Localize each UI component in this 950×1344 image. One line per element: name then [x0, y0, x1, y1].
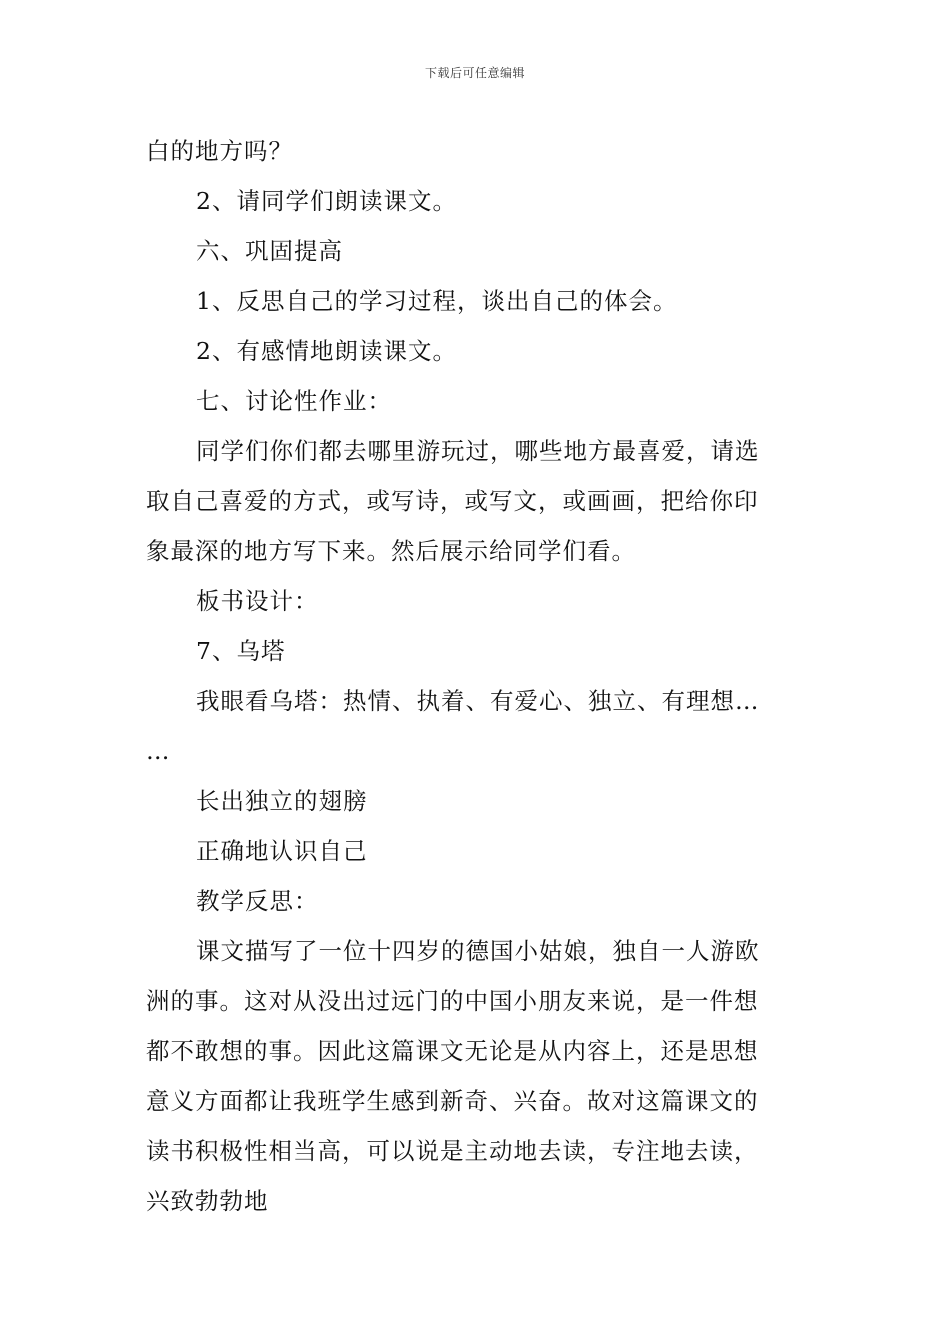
- text-line: 同学们你们都去哪里游玩过，哪些地方最喜爱，请选: [196, 437, 760, 465]
- text-line: 读书积极性相当高，可以说是主动地去读，专注地去读，: [146, 1137, 759, 1165]
- text-line: …: [146, 737, 171, 765]
- text-line: 都不敢想的事。因此这篇课文无论是从内容上，还是思想: [146, 1037, 759, 1065]
- section-heading: 板书设计：: [196, 587, 319, 615]
- text-line: 意义方面都让我班学生感到新奇、兴奋。故对这篇课文的: [146, 1087, 759, 1115]
- text-line: 白的地方吗？: [146, 137, 293, 165]
- section-heading: 教学反思：: [196, 887, 319, 915]
- text-line: 兴致勃勃地: [146, 1187, 269, 1215]
- text-line: 象最深的地方写下来。然后展示给同学们看。: [146, 537, 636, 565]
- text-line: 取自己喜爱的方式，或写诗，或写文，或画画，把给你印: [146, 487, 759, 515]
- text-line: 我眼看乌塔：热情、执着、有爱心、独立、有理想…: [196, 687, 760, 715]
- text-line: 正确地认识自己: [196, 837, 368, 865]
- text-line: 2、请同学们朗读课文。: [196, 187, 457, 215]
- section-heading: 六、巩固提高: [196, 237, 343, 265]
- text-line: 1、反思自己的学习过程，谈出自己的体会。: [196, 287, 678, 315]
- document-body: [146, 126, 806, 1226]
- text-line: 课文描写了一位十四岁的德国小姑娘，独自一人游欧: [196, 937, 760, 965]
- page-header-note: 下载后可任意编辑: [424, 66, 525, 80]
- text-line: 长出独立的翅膀: [196, 787, 368, 815]
- text-line: 洲的事。这对从没出过远门的中国小朋友来说，是一件想: [146, 987, 759, 1015]
- text-line: 2、有感情地朗读课文。: [196, 337, 457, 365]
- section-heading: 七、讨论性作业：: [196, 387, 392, 415]
- text-line: 7、乌塔: [196, 637, 286, 665]
